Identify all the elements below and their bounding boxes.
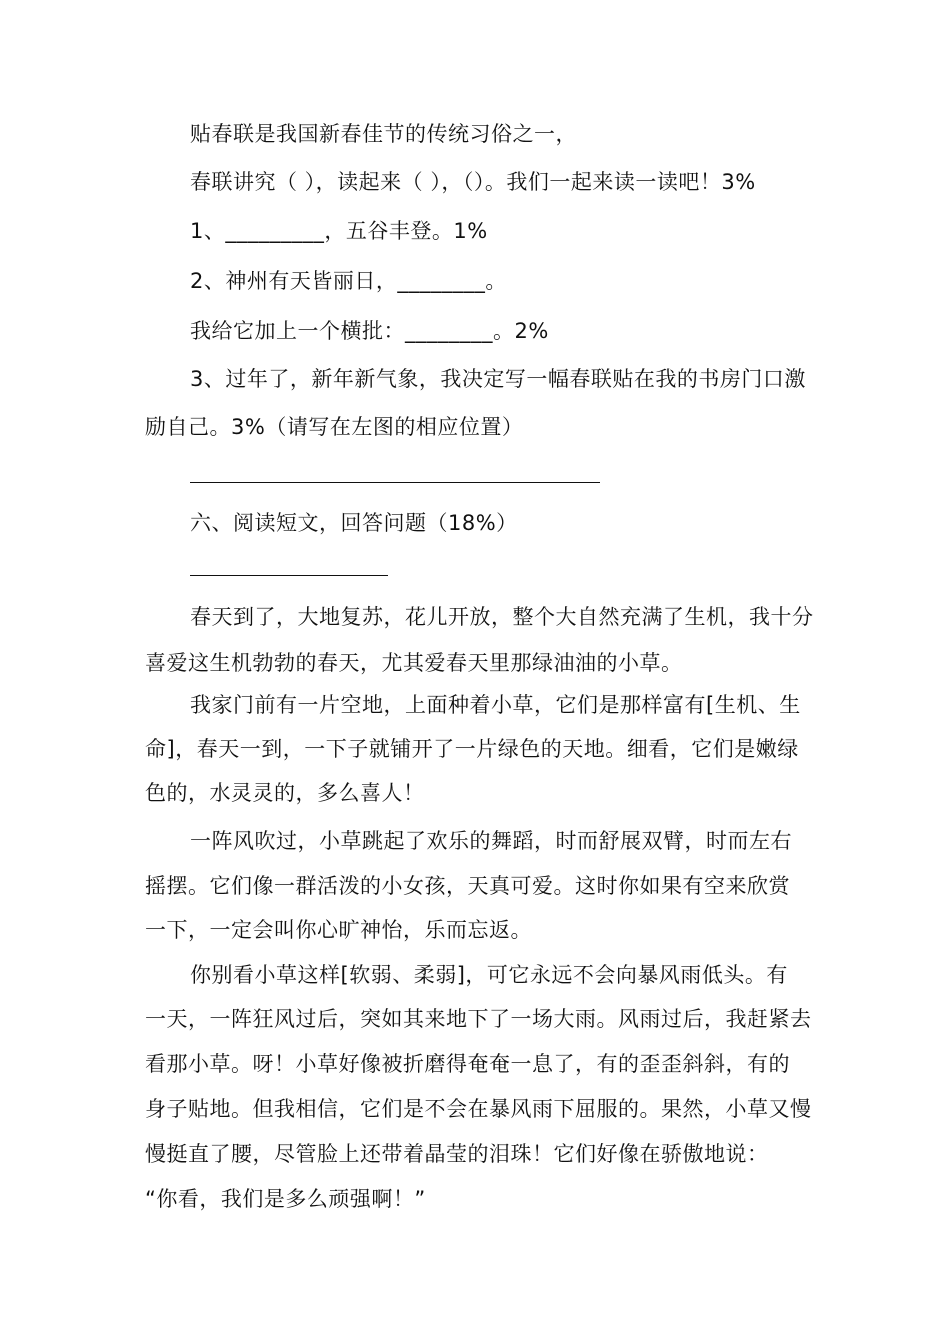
passage-p3-line-3: 一下，一定会叫你心旷神怡，乐而忘返。 <box>145 918 532 942</box>
intro-line-2: 春联讲究（ ），读起来（ ），（）。我们一起来读一读吧！3% <box>190 170 756 194</box>
passage-p4-line-4: 身子贴地。但我相信，它们是不会在暴风雨下屈服的。果然，小草又慢 <box>145 1097 812 1121</box>
short-answer-line <box>190 575 388 576</box>
passage-p4-line-3: 看那小草。呀！小草好像被折磨得奄奄一息了，有的歪歪斜斜，有的 <box>145 1052 790 1076</box>
couplet-question-2: 2、神州有天皆丽日，________。 <box>190 269 507 293</box>
passage-p3-line-1: 一阵风吹过，小草跳起了欢乐的舞蹈，时而舒展双臂，时而左右 <box>190 829 792 853</box>
passage-p1-line-2: 喜爱这生机勃勃的春天，尤其爱春天里那绿油油的小草。 <box>145 651 683 675</box>
passage-p2-line-3: 色的，水灵灵的，多么喜人！ <box>145 781 425 805</box>
couplet-question-3-line-2: 励自己。3%（请写在左图的相应位置） <box>145 415 524 439</box>
intro-line-1: 贴春联是我国新春佳节的传统习俗之一， <box>190 122 577 146</box>
passage-p4-line-2: 一天，一阵狂风过后，突如其来地下了一场大雨。风雨过后，我赶紧去 <box>145 1007 812 1031</box>
passage-p4-line-1: 你别看小草这样[软弱、柔弱]，可它永远不会向暴风雨低头。有 <box>190 963 788 987</box>
couplet-question-1: 1、_________，五谷丰登。1% <box>190 219 488 243</box>
passage-p2-line-1: 我家门前有一片空地，上面种着小草，它们是那样富有[生机、生 <box>190 693 801 717</box>
answer-line <box>190 482 600 483</box>
banner-question: 我给它加上一个横批：________。2% <box>190 319 549 343</box>
couplet-question-3-line-1: 3、过年了，新年新气象，我决定写一幅春联贴在我的书房门口激 <box>190 367 806 391</box>
passage-p3-line-2: 摇摆。它们像一群活泼的小女孩，天真可爱。这时你如果有空来欣赏 <box>145 874 790 898</box>
section-6-heading: 六、阅读短文，回答问题（18%） <box>190 511 518 535</box>
passage-p1-line-1: 春天到了，大地复苏，花儿开放，整个大自然充满了生机，我十分 <box>190 605 814 629</box>
passage-p4-line-6: “你看，我们是多么顽强啊！” <box>145 1187 426 1211</box>
passage-p4-line-5: 慢挺直了腰，尽管脸上还带着晶莹的泪珠！它们好像在骄傲地说： <box>145 1142 769 1166</box>
passage-p2-line-2: 命]，春天一到，一下子就铺开了一片绿色的天地。细看，它们是嫩绿 <box>145 737 799 761</box>
